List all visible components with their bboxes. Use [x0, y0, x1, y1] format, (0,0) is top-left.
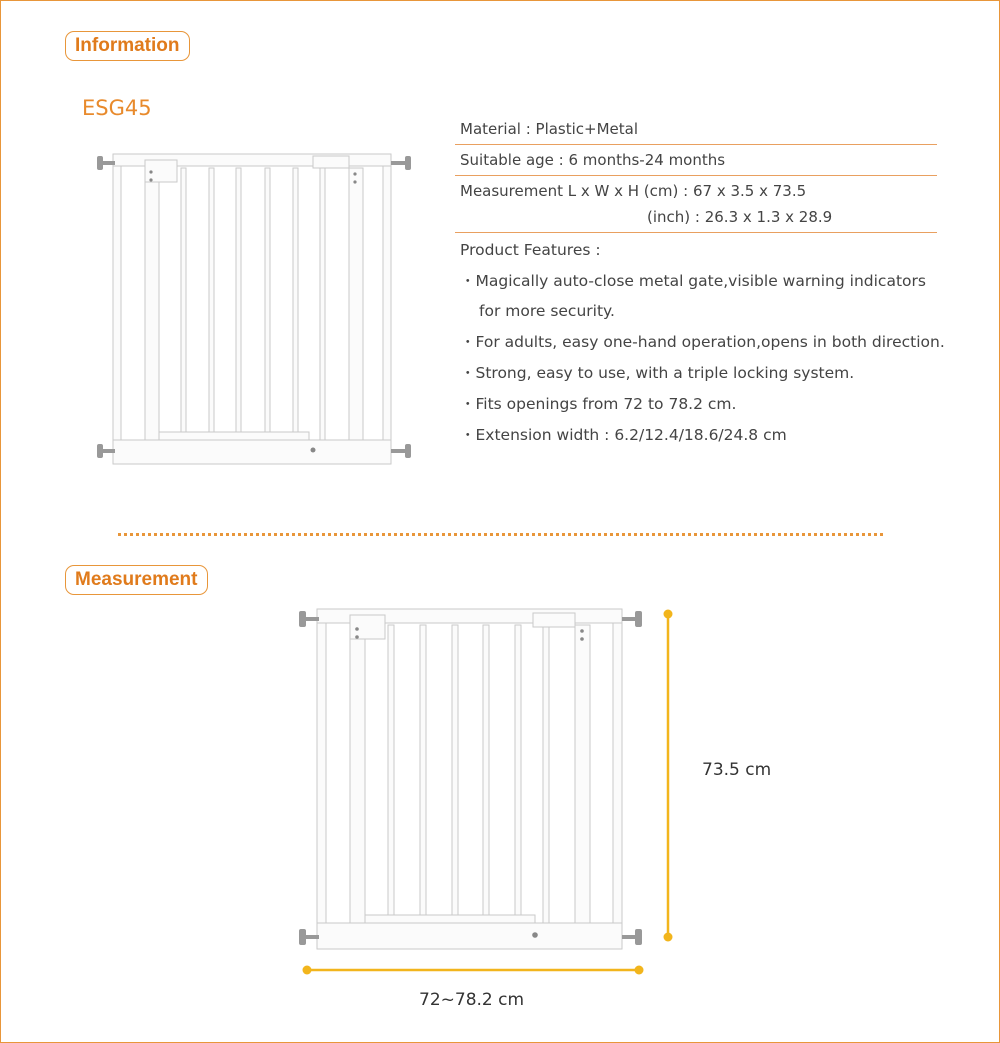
spec-measurement-cm: Measurement L x W x H (cm) : 67 x 3.5 x 73.5 [460, 182, 807, 200]
width-label: 72~78.2 cm [419, 990, 525, 1010]
feature-item: ・Extension width : 6.2/12.4/18.6/24.8 cm [460, 426, 787, 444]
features-title: Product Features : [460, 241, 601, 259]
spec-measurement-inch: (inch) : 26.3 x 1.3 x 28.9 [647, 208, 833, 226]
feature-item: ・Strong, easy to use, with a triple locking system. [460, 364, 855, 382]
feature-item: ・Magically auto-close metal gate,visible warning indicators [460, 272, 926, 290]
dotted-divider [118, 533, 883, 536]
feature-item: ・Fits openings from 72 to 78.2 cm. [460, 395, 737, 413]
measurement-tag: Measurement [65, 565, 208, 595]
feature-item-continued: for more security. [479, 302, 615, 320]
spec-age: Suitable age : 6 months-24 months [455, 145, 937, 176]
feature-item: ・For adults, easy one-hand operation,opens in both direction. [460, 333, 945, 351]
product-features [455, 233, 945, 453]
spec-material: Material : Plastic+Metal [455, 114, 937, 145]
information-tag: Information [65, 31, 190, 61]
spec-measurement [455, 176, 937, 233]
gate-image-large [295, 605, 649, 955]
height-label: 73.5 cm [702, 760, 772, 780]
width-dimension-line [300, 962, 646, 978]
spec-list [455, 114, 945, 453]
gate-image-small [93, 150, 421, 470]
model-name: ESG45 [82, 96, 152, 120]
height-dimension-line [660, 608, 676, 944]
